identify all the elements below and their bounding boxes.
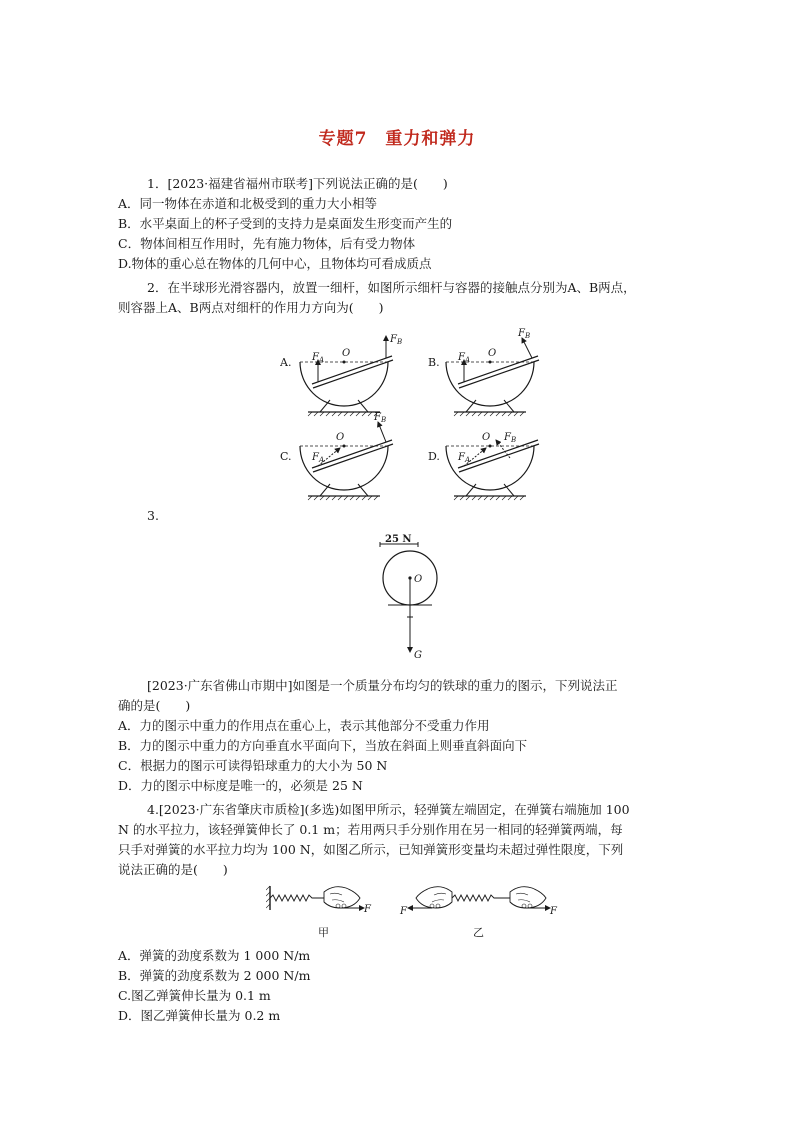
svg-text:O: O: [336, 432, 345, 443]
svg-text:FB: $F_B$: [504, 432, 517, 444]
q4-figure-yi: [399, 887, 558, 939]
q4-option-b: B．弹簧的劲度系数为 2 000 N/m: [118, 968, 311, 983]
q4-option-c: C.图乙弹簧伸长量为 0.1 m: [118, 988, 271, 1003]
q2-label-c: C.: [280, 450, 292, 463]
svg-text:O: O: [488, 348, 497, 359]
q2-bowl-a: [300, 334, 402, 416]
q3-stem-line2: 确的是( ): [118, 698, 191, 713]
q3-label-g: G: [414, 650, 422, 661]
svg-text:FA: $F_A$: [458, 352, 471, 364]
q1-stem: 1．[2023·福建省福州市联考]下列说法正确的是( ): [147, 176, 448, 191]
q2-stem-line1: 2．在半球形光滑容器内，放置一细杆，如图所示细杆与容器的接触点分别为A、B两点，: [147, 280, 636, 295]
q2-bowl-b: [446, 328, 539, 416]
q3-label-o: O: [414, 574, 423, 585]
q2-bowl-d: [446, 432, 539, 500]
svg-text:O: O: [342, 348, 351, 359]
q4-label-yi: 乙: [473, 926, 484, 939]
q3-option-a: A．力的图示中重力的作用点在重心上，表示其他部分不受重力作用: [118, 718, 490, 733]
q4-figure: [266, 884, 566, 940]
q4-stem-line3: 只手对弹簧的水平拉力均为 100 N，如图乙所示，已知弹簧形变量均未超过弹性限度，下列: [118, 842, 624, 857]
svg-text:O: O: [482, 432, 491, 443]
q4-figure-jia: [266, 886, 372, 939]
q4-option-a: A．弹簧的劲度系数为 1 000 N/m: [118, 948, 311, 963]
q4-label-jia: 甲: [318, 926, 329, 939]
svg-text:FA: $F_A$: [312, 352, 325, 364]
q4-jia-force-label: F: [364, 904, 371, 915]
q2-label-d: D.: [428, 450, 440, 463]
q4-stem-line4: 说法正确的是( ): [118, 862, 228, 877]
q3-figure: [370, 532, 450, 664]
page-title: 专题7 重力和弹力: [318, 129, 476, 149]
svg-text:F: F: [400, 906, 407, 917]
q1-option-b: B．水平桌面上的杯子受到的支持力是桌面发生形变而产生的: [118, 216, 453, 231]
q2-label-b: B.: [428, 356, 440, 369]
svg-text:FB: $F_B$: [390, 334, 403, 346]
svg-text:FB: $F_B$: [374, 412, 387, 424]
q3-number: 3.: [147, 508, 159, 523]
q1-option-d: D.物体的重心总在物体的几何中心，且物体均可看成质点: [118, 256, 432, 271]
q3-scale-label: 25 N: [385, 534, 412, 545]
q1-option-a: A．同一物体在赤道和北极受到的重力大小相等: [118, 196, 378, 211]
q1-option-c: C．物体间相互作用时，先有施力物体，后有受力物体: [118, 236, 416, 251]
svg-text:FA: $F_A$: [312, 452, 325, 464]
q4-option-d: D．图乙弹簧伸长量为 0.2 m: [118, 1008, 281, 1023]
q2-label-a: A.: [280, 356, 292, 369]
q2-bowl-c: [300, 412, 393, 500]
q3-stem-line1: [2023·广东省佛山市期中]如图是一个质量分布均匀的铁球的重力的图示，下列说法正: [147, 678, 618, 693]
q3-option-b: B．力的图示中重力的方向垂直水平面向下，当放在斜面上则垂直斜面向下: [118, 738, 528, 753]
q3-option-d: D．力的图示中标度是唯一的，必须是 25 N: [118, 778, 363, 793]
q2-stem-line2: 则容器上A、B两点对细杆的作用力方向为( ): [118, 300, 384, 315]
svg-text:FB: $F_B$: [518, 328, 531, 340]
q4-yi-force-label: F: [550, 906, 557, 917]
q4-stem-line1: 4.[2023·广东省肇庆市质检](多选)如图甲所示，轻弹簧左端固定，在弹簧右端施加 100: [147, 802, 630, 817]
q3-option-c: C．根据力的图示可读得铅球重力的大小为 50 N: [118, 758, 388, 773]
q4-stem-line2: N 的水平拉力，该轻弹簧伸长了 0.1 m；若用两只手分别作用在另一相同的轻弹簧两端，每: [118, 822, 623, 837]
svg-text:FA: $F_A$: [458, 452, 471, 464]
q2-figure: [280, 322, 550, 502]
